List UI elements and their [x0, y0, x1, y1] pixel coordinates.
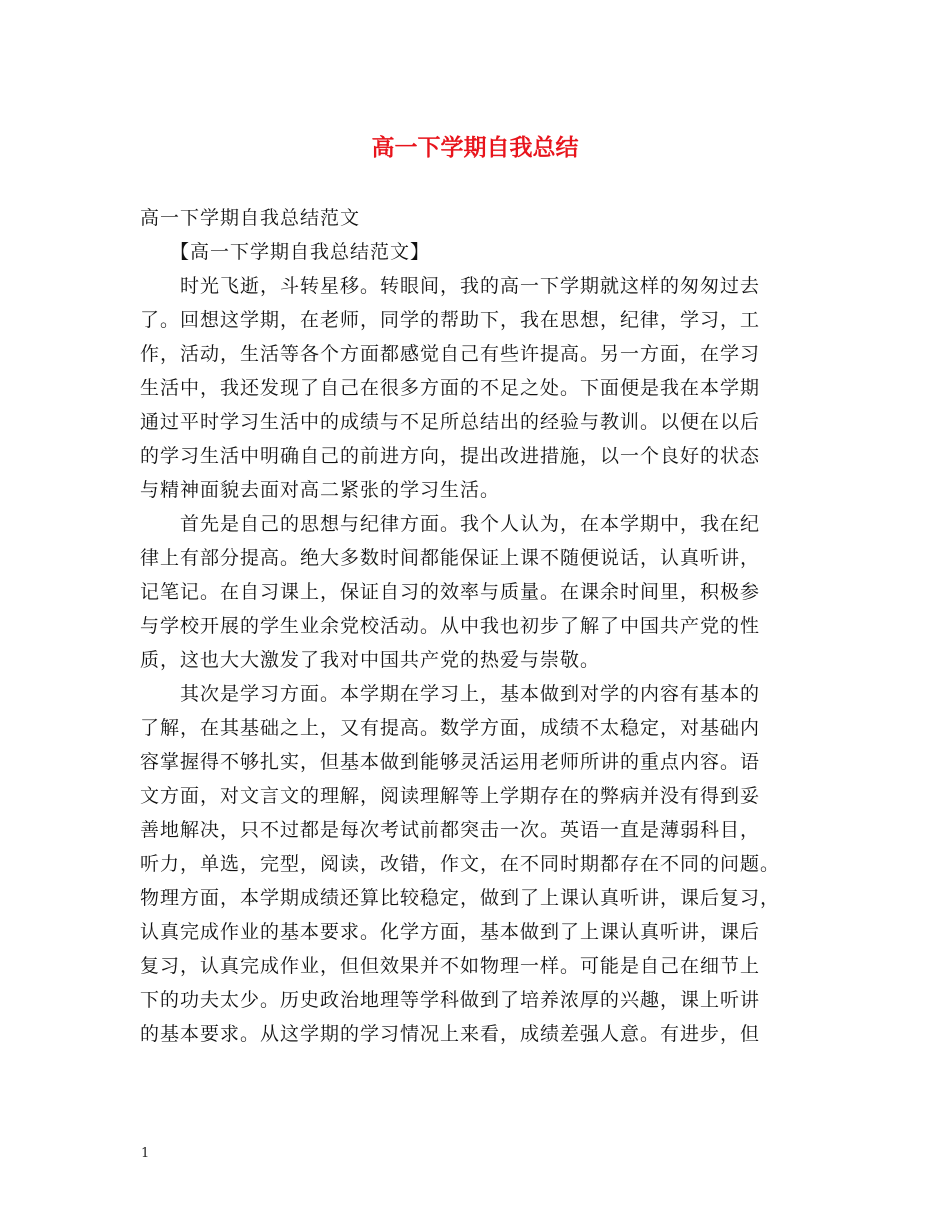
paragraph-line: 善地解决，只不过都是每次考试前都突击一次。英语一直是薄弱科目，	[140, 819, 761, 841]
paragraph-line: 时光飞逝，斗转星移。转眼间，我的高一下学期就这样的匆匆过去	[180, 275, 761, 297]
subtitle-line: 高一下学期自我总结范文	[140, 207, 361, 229]
paragraph-line: 与学校开展的学生业余党校活动。从中我也初步了解了中国共产党的性	[140, 615, 761, 637]
document-title: 高一下学期自我总结	[371, 134, 579, 161]
document-body	[140, 201, 820, 1051]
paragraph-line: 律上有部分提高。绝大多数时间都能保证上课不随便说话，认真听讲，	[140, 547, 761, 569]
paragraph-line: 的基本要求。从这学期的学习情况上来看，成绩差强人意。有进步，但	[140, 1023, 761, 1045]
paragraph-line: 下的功夫太少。历史政治地理等学科做到了培养浓厚的兴趣，课上听讲	[140, 989, 761, 1011]
paragraph-line: 质，这也大大激发了我对中国共产党的热爱与崇敬。	[140, 649, 601, 671]
paragraph-line: 首先是自己的思想与纪律方面。我个人认为，在本学期中，我在纪	[180, 513, 761, 535]
paragraph-line: 生活中，我还发现了自己在很多方面的不足之处。下面便是我在本学期	[140, 377, 761, 399]
paragraph-line: 与精神面貌去面对高二紧张的学习生活。	[140, 479, 501, 501]
paragraph-line: 复习，认真完成作业，但但效果并不如物理一样。可能是自己在细节上	[140, 955, 761, 977]
paragraph-line: 文方面，对文言文的理解，阅读理解等上学期存在的弊病并没有得到妥	[140, 785, 761, 807]
page-number: 1	[141, 1146, 150, 1161]
paragraph-line: 记笔记。在自习课上，保证自习的效率与质量。在课余时间里，积极参	[140, 581, 761, 603]
section-heading: 【高一下学期自我总结范文】	[170, 241, 431, 263]
paragraph-line: 了解，在其基础之上，又有提高。数学方面，成绩不太稳定，对基础内	[140, 717, 761, 739]
paragraph-line: 认真完成作业的基本要求。化学方面，基本做到了上课认真听讲，课后	[140, 921, 761, 943]
paragraph-line: 了。回想这学期，在老师，同学的帮助下，我在思想，纪律，学习，工	[140, 309, 761, 331]
paragraph-line: 通过平时学习生活中的成绩与不足所总结出的经验与教训。以便在以后	[140, 411, 761, 433]
paragraph-line: 的学习生活中明确自己的前进方向，提出改进措施，以一个良好的状态	[140, 445, 761, 467]
paragraph-line: 其次是学习方面。本学期在学习上，基本做到对学的内容有基本的	[180, 683, 761, 705]
paragraph-line: 听力，单选，完型，阅读，改错，作文，在不同时期都存在不同的问题。	[140, 853, 781, 875]
paragraph-line: 作，活动，生活等各个方面都感觉自己有些许提高。另一方面，在学习	[140, 343, 761, 365]
paragraph-line: 物理方面，本学期成绩还算比较稳定，做到了上课认真听讲，课后复习，	[140, 887, 781, 909]
paragraph-line: 容掌握得不够扎实，但基本做到能够灵活运用老师所讲的重点内容。语	[140, 751, 761, 773]
